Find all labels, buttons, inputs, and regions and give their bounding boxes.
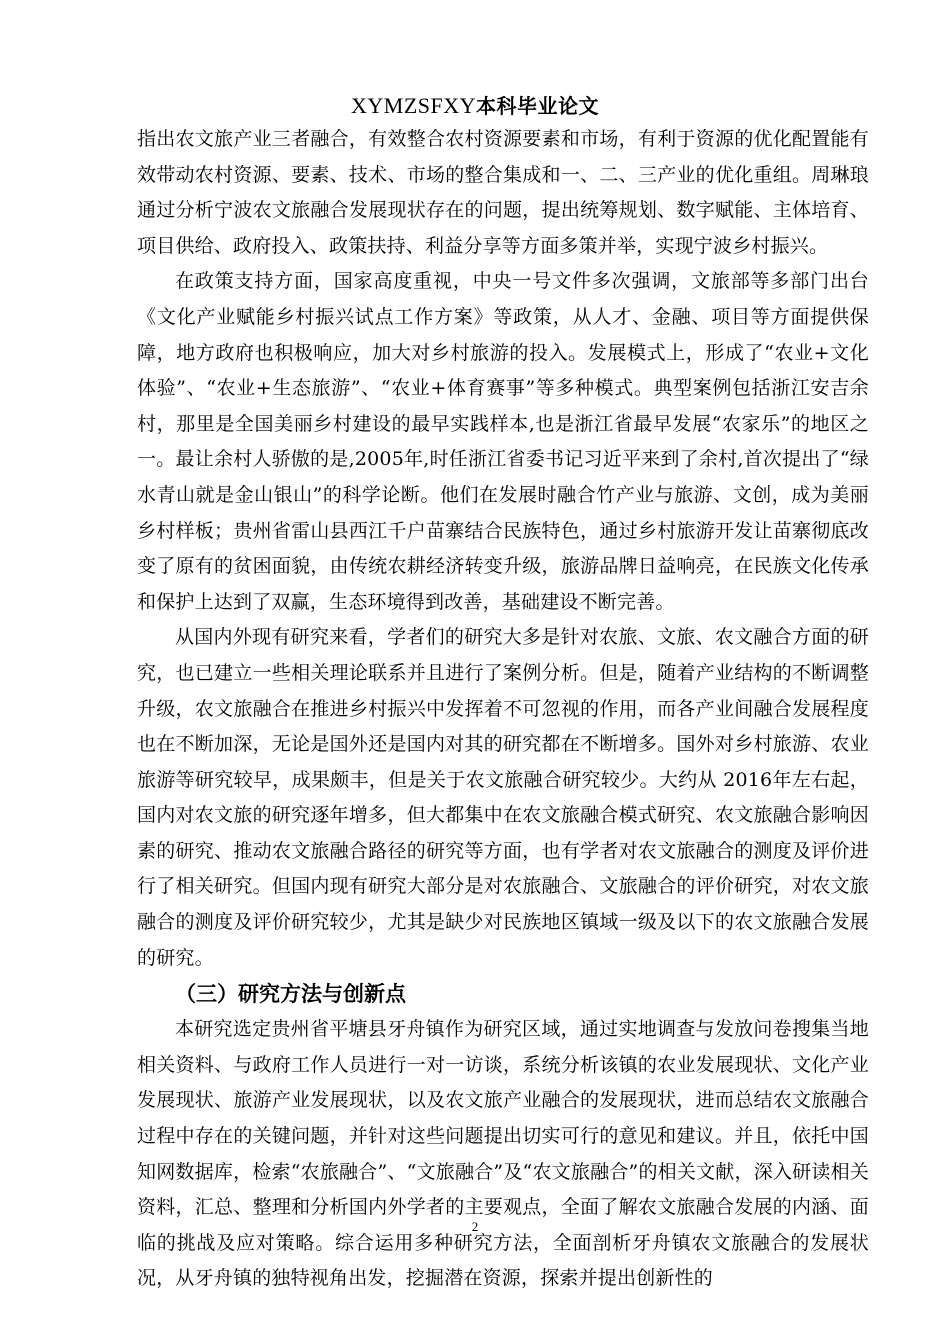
page-number: 2 bbox=[471, 1219, 479, 1234]
header-code: XYMZSFXY bbox=[350, 93, 477, 118]
paragraph-research-methods: 本研究选定贵州省平塘县牙舟镇作为研究区域，通过实地调查与发放问卷搜集当地相关资料、与政府工作人员进行一对一访谈，系统分析该镇的农业发展现状、文化产业发展现状、旅游产业发展现状，以及农文旅产业融合的发展现状，进而总结农文旅融合过程中存在的关键问题，并针对这些问题提出切实可行的意见和建议。并且，依托中国知网数据库，检索“农旅融合”、“文旅融合”及“农文旅融合”的相关文献，深入研读相关资料，汇总、整理和分析国内外学者的主要观点，全面了解农文旅融合发展的内涵、面临的挑战及应对策略。综合运用多种研究方法，全面剖析牙舟镇农文旅融合的发展状况，从牙舟镇的独特视角出发，挖掘潜在资源，探索并提出创新性的 bbox=[137, 1018, 869, 1290]
paragraph-policy-support: 在政策支持方面，国家高度重视，中央一号文件多次强调，文旅部等多部门出台《文化产业赋能乡村振兴试点工作方案》等政策，从人才、金融、项目等方面提供保障，地方政府也积极响应，加大对乡村旅游的投入。发展模式上，形成了“农业+文化体验”、“农业+生态旅游”、“农业+体育赛事”等多种模式。典型案例包括浙江安吉余村，那里是全国美丽乡村建设的最早实践样本,也是浙江省最早发展“农家乐”的地区之一。最让余村人骄傲的是,2005年,时任浙江省委书记习近平来到了余村,首次提出了“绿水青山就是金山银山”的科学论断。他们在发展时融合竹产业与旅游、文创，成为美丽乡村样板；贵州省雷山县西江千户苗寨结合民族特色，通过乡村旅游开发让苗寨彻底改变了原有的贫困面貌，由传统农耕经济转变升级，旅游品牌日益响亮，在民族文化传承和保护上达到了双赢，生态环境得到改善，基础建设不断完善。 bbox=[137, 270, 869, 613]
section-heading: （三）研究方法与创新点 bbox=[175, 982, 406, 1007]
paragraph-continued: 指出农文旅产业三者融合，有效整合农村资源要素和市场，有利于资源的优化配置能有效带动农村资源、要素、技术、市场的整合集成和一、二、三产业的优化重组。周琳琅通过分析宁波农文旅融合发展现状存在的问题，提出统筹规划、数字赋能、主体培育、项目供给、政府投入、政策扶持、利益分享等方面多策并举，实现宁波乡村振兴。 bbox=[137, 128, 869, 257]
header-title: 本科毕业论文 bbox=[476, 94, 600, 118]
body-text bbox=[137, 122, 869, 1297]
paragraph-research-review: 从国内外现有研究来看，学者们的研究大多是针对农旅、文旅、农文融合方面的研究，也已建立一些相关理论联系并且进行了案例分析。但是，随着产业结构的不断调整升级，农文旅融合在推进乡村振兴中发挥着不可忽视的作用，而各产业间融合发展程度也在不断加深，无论是国外还是国内对其的研究都在不断增多。国外对乡村旅游、农业旅游等研究较早，成果颇丰，但是关于农文旅融合研究较少。大约从 2016年左右起，国内对农文旅的研究逐年增多，但大都集中在农文旅融合模式研究、农文旅融合影响因素的研究、推动农文旅融合路径的研究等方面，也有学者对农文旅融合的测度及评价进行了相关研究。但国内现有研究大部分是对农旅融合、文旅融合的评价研究，对农文旅融合的测度及评价研究较少，尤其是缺少对民族地区镇域一级及以下的农文旅融合发展的研究。 bbox=[137, 626, 869, 969]
running-header bbox=[0, 90, 950, 122]
